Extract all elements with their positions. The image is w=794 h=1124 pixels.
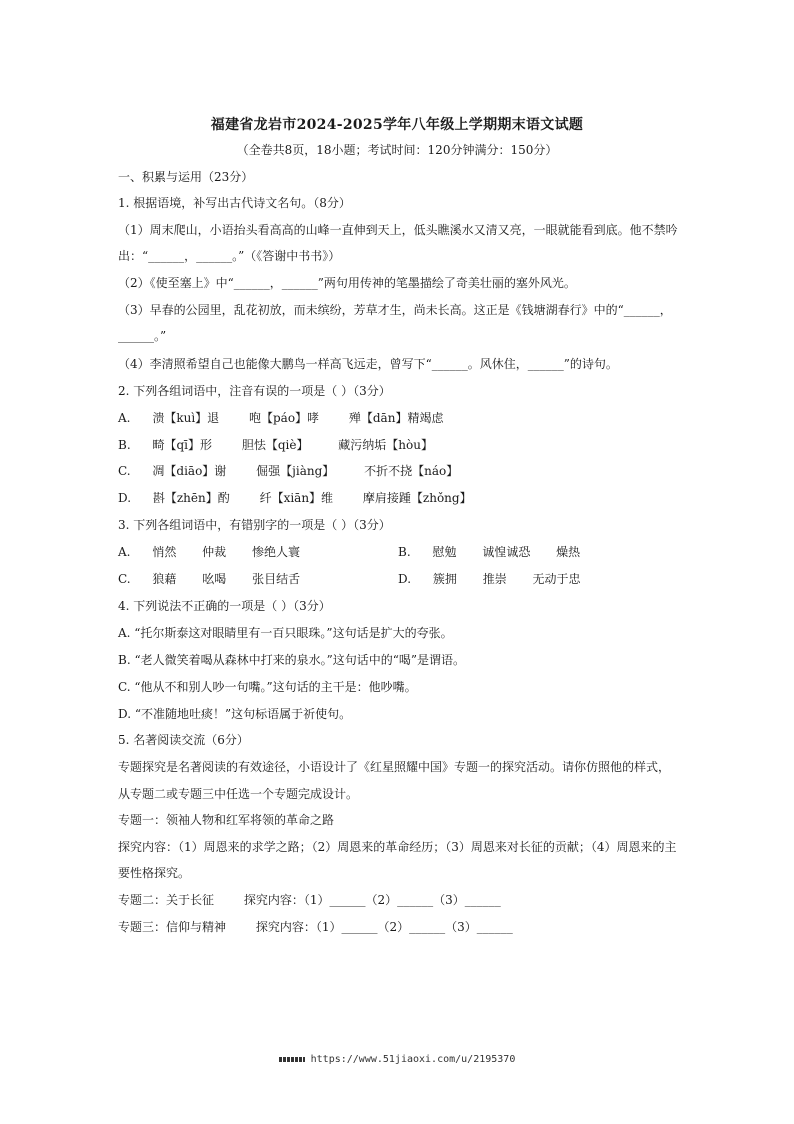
q4-option-c: C. “他从不和别人吵一句嘴。”这句话的主干是：他吵嘴。 [118, 680, 417, 694]
q5-intro-line2: 从专题二或专题三中任选一个专题完成设计。 [118, 787, 359, 801]
q2-option-d [118, 490, 684, 506]
option-item: 仲裁 [202, 545, 227, 559]
option-item: 畸【qī】形 [152, 438, 212, 452]
option-label: A. [118, 411, 131, 425]
q4-option-b: B. “老人微笑着喝从森林中打来的泉水。”这句话中的“喝”是谓语。 [118, 653, 465, 667]
q2-option-b [118, 437, 684, 453]
option-item: 慰勉 [432, 545, 457, 559]
q5-topic2-row [118, 892, 684, 908]
option-item: 悄然 [152, 545, 177, 559]
q5-topic3-row [118, 919, 684, 935]
site-logo-icon [279, 1057, 305, 1062]
q1-part3-line1: （3）早春的公园里，乱花初放，而未缤纷，芳草才生，尚未长高。这正是《钱塘湖春行》中的“______， [118, 303, 672, 317]
option-item: 溃【kuì】退 [152, 411, 220, 425]
q5-stem: 5. 名著阅读交流（6分） [118, 733, 249, 747]
q5-topic3: 专题三：信仰与精神 [118, 920, 227, 934]
q1-part4: （4）李清照希望自己也能像大鹏鸟一样高飞远走，曾写下“______。风休住，______”的诗句。 [118, 357, 618, 371]
q3-options-ab [118, 544, 684, 560]
q5-topic3-content: 探究内容：（1）______（2）______（3）______ [255, 920, 513, 934]
section-heading: 一、积累与运用（23分） [118, 170, 254, 184]
option-item: 不折不挠【náo】 [364, 464, 459, 478]
page-footer [0, 1054, 794, 1065]
q3-option-d [398, 571, 581, 587]
q5-content1-line2: 要性格探究。 [118, 866, 191, 880]
q3-options-cd [118, 571, 684, 587]
option-item: 藏污纳垢【hòu】 [338, 438, 433, 452]
q1-stem: 1. 根据语境，补写出古代诗文名句。（8分） [118, 196, 351, 210]
q2-option-c [118, 463, 684, 479]
q1-part1-line2: 出：“______，______。”（《答谢中书书》） [118, 249, 341, 263]
q5-topic2-content: 探究内容：（1）______（2）______（3）______ [243, 893, 501, 907]
q1-part2: （2）《使至塞上》中“______，______”两句用传神的笔墨描绘了奇美壮丽的塞外风光。 [118, 276, 576, 290]
q1-part3-line2: ______。” [118, 329, 167, 343]
q3-stem: 3. 下列各组词语中，有错别字的一项是（ ）（3分） [118, 518, 391, 532]
option-item: 摩肩接踵【zhǒng】 [362, 491, 472, 505]
option-item: 吆喝 [202, 572, 227, 586]
q5-topic1: 专题一：领袖人物和红军将领的革命之路 [118, 813, 335, 827]
option-item: 狼藉 [152, 572, 177, 586]
option-item: 殚【dān】精竭虑 [348, 411, 444, 425]
option-item: 倔强【jiàng】 [256, 464, 335, 478]
option-label: C. [118, 464, 131, 478]
option-label: D. [118, 491, 132, 505]
footer-url[interactable]: https://www.51jiaoxi.com/u/2195370 [310, 1054, 516, 1065]
option-item: 纤【xiān】维 [259, 491, 334, 505]
q2-option-a [118, 410, 684, 426]
q3-option-b [398, 544, 580, 560]
option-item: 凋【diāo】谢 [152, 464, 227, 478]
option-item: 燥热 [556, 545, 581, 559]
page-title: 福建省龙岩市2024-2025学年八年级上学期期末语文试题 [210, 117, 584, 133]
option-item: 张目结舌 [252, 572, 301, 586]
option-label: B. [398, 545, 411, 559]
option-label: B. [118, 438, 131, 452]
q4-stem: 4. 下列说法不正确的一项是（ ）（3分） [118, 599, 331, 613]
option-label: A. [118, 545, 131, 559]
option-item: 无动于忠 [532, 572, 581, 586]
option-item: 推崇 [482, 572, 507, 586]
option-label: C. [118, 572, 131, 586]
q5-topic2: 专题二：关于长征 [118, 893, 215, 907]
q2-stem: 2. 下列各组词语中，注音有误的一项是（ ）（3分） [118, 384, 391, 398]
page-subtitle: （全卷共8页，18小题；考试时间：120分钟满分：150分） [236, 143, 558, 157]
option-item: 咆【páo】哮 [248, 411, 320, 425]
q4-option-d: D. “不准随地吐痰！”这句标语属于祈使句。 [118, 707, 352, 721]
option-label: D. [398, 572, 412, 586]
q5-intro-line1: 专题探究是名著阅读的有效途径，小语设计了《红星照耀中国》专题一的探究活动。请你仿照他的样式， [118, 760, 671, 774]
option-item: 簇拥 [432, 572, 457, 586]
option-item: 惨绝人寰 [252, 545, 301, 559]
option-item: 胆怯【qiè】 [241, 438, 309, 452]
option-item: 斟【zhēn】酌 [152, 491, 230, 505]
q4-option-a: A. “托尔斯泰这对眼睛里有一百只眼珠。”这句话是扩大的夸张。 [118, 626, 453, 640]
option-item: 诚惶诚恐 [482, 545, 531, 559]
q5-content1-line1: 探究内容：（1）周恩来的求学之路；（2）周恩来的革命经历；（3）周恩来对长征的贡献；（4）周恩来的主 [118, 840, 677, 854]
q1-part1-line1: （1）周末爬山，小语抬头看高高的山峰一直伸到天上，低头瞧溪水又清又亮，一眼就能看到底。他不禁吟 [118, 223, 678, 237]
